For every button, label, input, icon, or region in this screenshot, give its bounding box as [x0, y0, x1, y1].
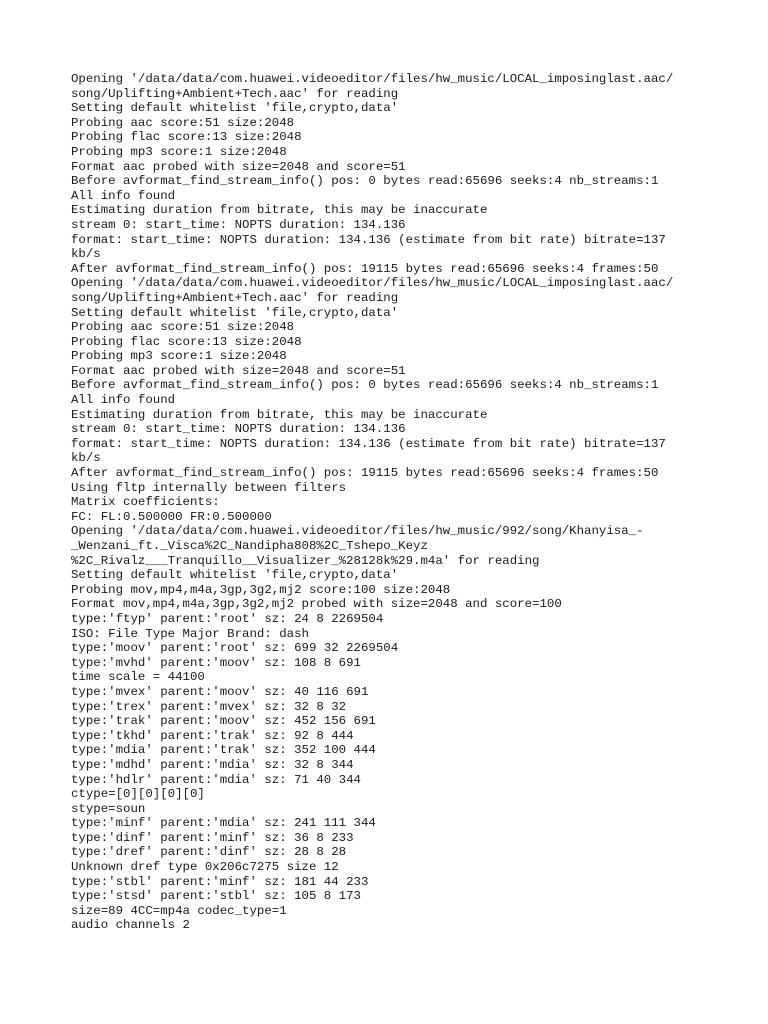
- log-line: song/Uplifting+Ambient+Tech.aac' for reading: [71, 86, 399, 101]
- log-line: type:'dref' parent:'dinf' sz: 28 8 28: [71, 845, 347, 860]
- log-line: type:'mdia' parent:'trak' sz: 352 100 444: [71, 743, 376, 758]
- log-line: type:'mvex' parent:'moov' sz: 40 116 691: [71, 684, 369, 699]
- log-line: type:'hdlr' parent:'mdia' sz: 71 40 344: [71, 772, 361, 787]
- log-line: kb/s: [71, 451, 101, 466]
- log-line: Probing mov,mp4,m4a,3gp,3g2,mj2 score:100 size:2048: [71, 582, 451, 597]
- log-line: format: start_time: NOPTS duration: 134.136 (estimate from bit rate) bitrate=137: [71, 436, 666, 451]
- log-line: Before avformat_find_stream_info() pos: 0 bytes read:65696 seeks:4 nb_streams:1: [71, 378, 659, 393]
- log-line: type:'stbl' parent:'minf' sz: 181 44 233: [71, 874, 369, 889]
- log-line: Setting default whitelist 'file,crypto,data': [71, 305, 399, 320]
- log-line: Format mov,mp4,m4a,3gp,3g2,mj2 probed with size=2048 and score=100: [71, 597, 562, 612]
- log-line: Probing mp3 score:1 size:2048: [71, 144, 287, 159]
- log-line: size=89 4CC=mp4a codec_type=1: [71, 903, 287, 918]
- log-line: Format aac probed with size=2048 and score=51: [71, 363, 406, 378]
- log-line: type:'dinf' parent:'minf' sz: 36 8 233: [71, 830, 354, 845]
- log-line: Using fltp internally between filters: [71, 480, 347, 495]
- log-line: stream 0: start_time: NOPTS duration: 134.136: [71, 217, 406, 232]
- log-line: format: start_time: NOPTS duration: 134.136 (estimate from bit rate) bitrate=137: [71, 232, 666, 247]
- log-line: time scale = 44100: [71, 670, 205, 685]
- log-line: After avformat_find_stream_info() pos: 19115 bytes read:65696 seeks:4 frames:50: [71, 466, 659, 481]
- log-line: %2C_Rivalz___Tranquillo__Visualizer_%28128k%29.m4a' for reading: [71, 553, 540, 568]
- log-line: Probing flac score:13 size:2048: [71, 334, 302, 349]
- log-line: Probing aac score:51 size:2048: [71, 320, 295, 335]
- log-line: type:'trex' parent:'mvex' sz: 32 8 32: [71, 699, 347, 714]
- log-line: Opening '/data/data/com.huawei.videoeditor/files/hw_music/LOCAL_imposinglast.aac/: [71, 72, 674, 86]
- log-line: FC: FL:0.500000 FR:0.500000: [71, 509, 272, 524]
- log-line: Opening '/data/data/com.huawei.videoeditor/files/hw_music/992/song/Khanyisa_-: [71, 524, 644, 539]
- log-line: stream 0: start_time: NOPTS duration: 134.136: [71, 422, 406, 437]
- log-line: Setting default whitelist 'file,crypto,data': [71, 568, 399, 583]
- log-line: type:'tkhd' parent:'trak' sz: 92 8 444: [71, 728, 354, 743]
- log-line: Opening '/data/data/com.huawei.videoeditor/files/hw_music/LOCAL_imposinglast.aac/: [71, 276, 674, 291]
- log-line: type:'moov' parent:'root' sz: 699 32 2269504: [71, 641, 399, 656]
- log-line: All info found: [71, 188, 176, 203]
- log-line: Probing flac score:13 size:2048: [71, 130, 302, 145]
- log-line: type:'mvhd' parent:'moov' sz: 108 8 691: [71, 655, 361, 670]
- log-line: ISO: File Type Major Brand: dash: [71, 626, 309, 641]
- log-line: type:'minf' parent:'mdia' sz: 241 111 344: [71, 816, 376, 831]
- log-line: type:'trak' parent:'moov' sz: 452 156 691: [71, 714, 376, 729]
- log-line: stype=soun: [71, 801, 146, 816]
- log-line: After avformat_find_stream_info() pos: 19115 bytes read:65696 seeks:4 frames:50: [71, 261, 659, 276]
- log-line: kb/s: [71, 247, 101, 262]
- log-text-block: [71, 72, 711, 933]
- log-line: type:'mdhd' parent:'mdia' sz: 32 8 344: [71, 757, 354, 772]
- log-line: Format aac probed with size=2048 and score=51: [71, 159, 406, 174]
- log-line: Estimating duration from bitrate, this may be inaccurate: [71, 407, 488, 422]
- log-line: ctype=[0][0][0][0]: [71, 787, 205, 802]
- log-line: Unknown dref type 0x206c7275 size 12: [71, 860, 339, 875]
- log-line: Setting default whitelist 'file,crypto,data': [71, 101, 399, 116]
- log-line: Probing mp3 score:1 size:2048: [71, 349, 287, 364]
- log-line: type:'stsd' parent:'stbl' sz: 105 8 173: [71, 889, 361, 904]
- log-line: type:'ftyp' parent:'root' sz: 24 8 2269504: [71, 611, 384, 626]
- log-line: Probing aac score:51 size:2048: [71, 115, 295, 130]
- log-line: All info found: [71, 393, 176, 408]
- log-line: song/Uplifting+Ambient+Tech.aac' for reading: [71, 290, 399, 305]
- log-line: Estimating duration from bitrate, this may be inaccurate: [71, 203, 488, 218]
- log-line: _Wenzani_ft._Visca%2C_Nandipha808%2C_Tshepo_Keyz: [71, 539, 428, 553]
- log-line: Before avformat_find_stream_info() pos: 0 bytes read:65696 seeks:4 nb_streams:1: [71, 174, 659, 189]
- log-line: Matrix coefficients:: [71, 495, 220, 510]
- log-line: audio channels 2: [71, 918, 190, 933]
